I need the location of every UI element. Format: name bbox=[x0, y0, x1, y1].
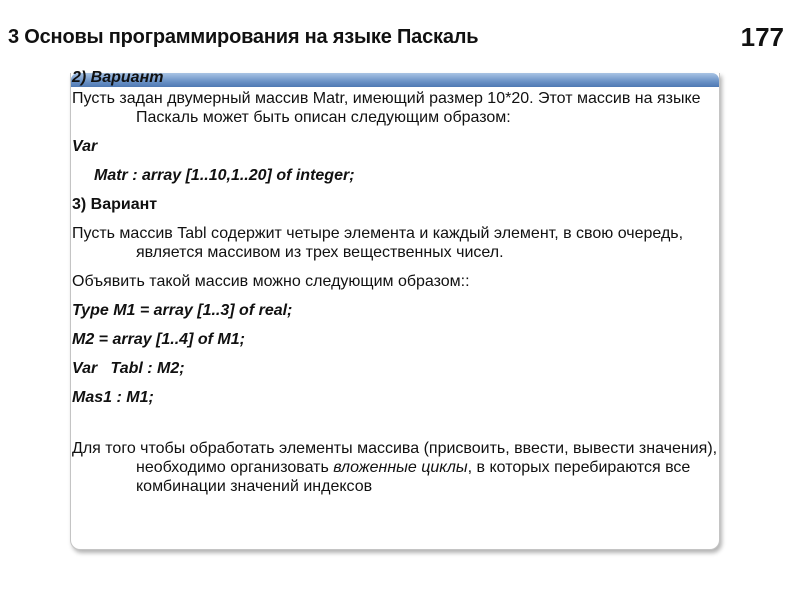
code-var: Var bbox=[72, 138, 98, 155]
code-var-tabl: Var Tabl : M2; bbox=[72, 360, 185, 377]
code-type-m1: Type M1 = array [1..3] of real; bbox=[72, 302, 293, 319]
slide-title: 3 Основы программирования на языке Паскаль bbox=[8, 26, 479, 48]
variant2-text: Пусть задан двумерный массив Matr, имеющий размер 10*20. Этот массив на языке Паскаль может быть описан следующим образом: bbox=[72, 90, 701, 126]
final-text-italic: вложенные циклы bbox=[333, 459, 468, 476]
spacer bbox=[72, 417, 732, 439]
page-number: 177 bbox=[740, 22, 784, 52]
final-text-before: Для того чтобы обработать элементы массива (присвоить, ввести, вывести значения), необходимо организовать bbox=[72, 440, 718, 476]
final-text-after: , в которых перебираются все комбинации значений индексов bbox=[136, 459, 691, 495]
variant3-text: Пусть массив Tabl содержит четыре элемента и каждый элемент, в свою очередь, является массивом из трех вещественных чисел. bbox=[72, 225, 684, 261]
code-mas1: Mas1 : M1; bbox=[72, 389, 154, 406]
declare-text: Объявить такой массив можно следующим образом:: bbox=[72, 273, 470, 290]
code-matr: Matr : array [1..10,1..20] of integer; bbox=[94, 167, 355, 184]
text-body bbox=[72, 70, 732, 506]
final-text bbox=[72, 439, 732, 496]
code-m2: M2 = array [1..4] of M1; bbox=[72, 331, 245, 348]
slide-header bbox=[8, 22, 784, 56]
variant3-heading: 3) Вариант bbox=[72, 196, 158, 213]
variant2-heading: 2) Вариант bbox=[72, 69, 164, 86]
